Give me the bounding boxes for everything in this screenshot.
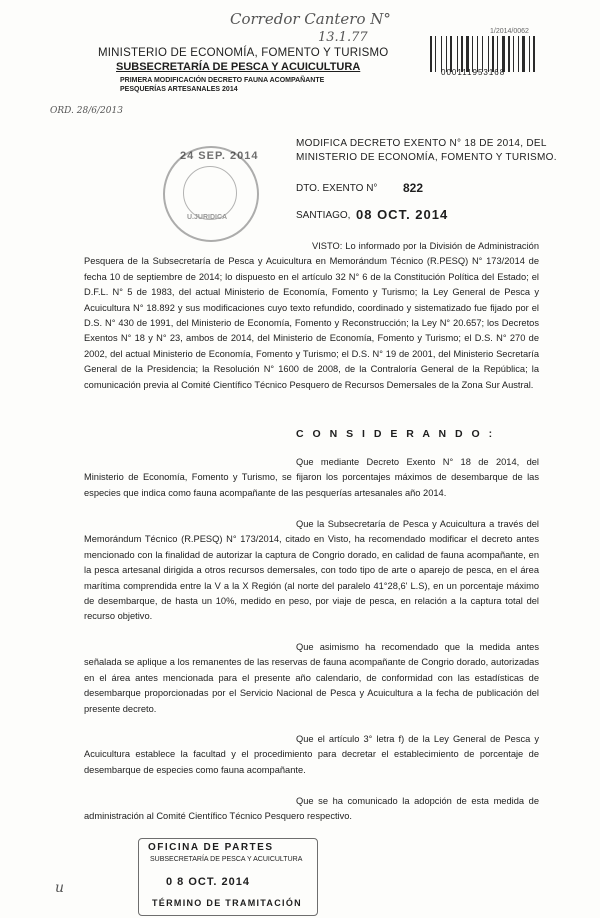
barcode-bar: [497, 36, 498, 72]
barcode-bar: [490, 36, 491, 72]
oficina-stamp-subtitle: SUBSECRETARÍA DE PESCA Y ACUICULTURA: [150, 856, 303, 863]
oficina-stamp-title: OFICINA DE PARTES: [148, 842, 274, 853]
subject-line-2: PESQUERÍAS ARTESANALES 2014: [120, 86, 238, 93]
barcode-bar: [459, 36, 460, 72]
santiago-label: SANTIAGO,: [296, 210, 351, 221]
barcode-bar: [482, 36, 483, 72]
barcode-bar: [499, 36, 501, 72]
barcode-bar: [435, 36, 436, 72]
barcode-bar: [520, 36, 521, 72]
barcode-bar: [430, 36, 432, 72]
barcode-bar: [470, 36, 471, 72]
barcode-bar: [464, 36, 465, 72]
barcode-bar: [477, 36, 478, 72]
handwritten-note-top: [230, 10, 391, 28]
barcode-bar: [495, 36, 496, 72]
handwritten-number: 13.1.77: [318, 30, 368, 45]
subsecretaria-header: SUBSECRETARÍA DE PESCA Y ACUICULTURA: [116, 61, 361, 73]
decree-reference-title: MODIFICA DECRETO EXENTO N° 18 DE 2014, DEL MINISTERIO DE ECONOMÍA, FOMENTO Y TURISMO.: [296, 138, 557, 163]
barcode-bar: [515, 36, 517, 72]
barcode-bar: [441, 36, 442, 72]
barcode-bar: [433, 36, 434, 72]
dto-label: DTO. EXENTO N°: [296, 183, 378, 194]
barcode-bar: [443, 36, 445, 72]
bottom-margin-mark: u: [55, 880, 65, 896]
barcode-bar: [479, 36, 481, 72]
santiago-date: 08 OCT. 2014: [356, 207, 449, 222]
oficina-stamp-date: 0 8 OCT. 2014: [166, 876, 250, 888]
margin-handwriting: ORD. 28/6/2013: [50, 106, 123, 116]
considerando-paragraph-3: Que asimismo ha recomendado que la medida antes señalada se aplique a los remanentes de las reservas de fauna acompañante de Congrio dorado, autorizadas en el área antes mencionada para el presente año calendario, de conformidad con las estadísticas de desembarque proporcionadas por el Servicio Nacional de Pesca y Acuicultura a la fecha de publicación del presente decreto.: [84, 642, 539, 714]
barcode-bar: [506, 36, 507, 72]
barcode-bar: [466, 36, 469, 72]
barcode-bar: [533, 36, 535, 72]
stamp-text: U.JURIDICA: [187, 214, 228, 221]
barcode-bar: [472, 36, 473, 72]
barcode-bar: [536, 36, 537, 72]
barcode-bar: [488, 36, 489, 72]
oficina-stamp-footer: TÉRMINO DE TRAMITACIÓN: [152, 898, 302, 908]
dto-number: 822: [403, 181, 424, 195]
barcode-bar: [450, 36, 452, 72]
barcode-bar: [453, 36, 456, 72]
handwritten-note-text: Corredor Cantero N°: [230, 10, 391, 28]
barcode-bars: [430, 36, 555, 72]
barcode-bar: [484, 36, 487, 72]
barcode-bar: [502, 36, 505, 72]
barcode-bar: [522, 36, 525, 72]
barcode-number: 000111953168: [441, 68, 506, 77]
visto-label: VISTO:: [312, 241, 343, 251]
stamp-inner-circle: [183, 166, 237, 220]
barcode-bar: [526, 36, 528, 72]
barcode-bar: [448, 36, 449, 72]
considerando-paragraph-2: Que la Subsecretaría de Pesca y Acuicultura a través del Memorándum Técnico (R.PESQ) N° 173/2014, citado en Visto, ha recomendado modificar el decreto antes mencionado con la finalidad de autorizar la captura de Congrio dorado, en calidad de fauna acompañante, en la pesca artesanal dirigida a otros recursos demersales, con todo tipo de arte o aparejo de pesca, en el área marítima comprendida entre la V a la X Región (al norte del paralelo 41°28,6' L.S), en un porcentaje máximo de desembarque, de hasta un 10%, medido en peso, por viaje de pesca, en relación a la captura total del recurso objetivo.: [84, 519, 539, 622]
considerando-paragraph-1: Que mediante Decreto Exento N° 18 de 2014, del Ministerio de Economía, Fomento y Turismo, se fijaron los porcentajes máximos de desembarque de las especies que indica como fauna acompañante de las pesquerías artesanales año 2014.: [84, 457, 539, 498]
barcode-bar: [531, 36, 532, 72]
barcode-bar: [437, 36, 440, 72]
barcode-bar: [511, 36, 512, 72]
considerando-paragraph-5: Que se ha comunicado la adopción de esta medida de administración al Comité Científico Técnico Pesquero respectivo.: [84, 796, 539, 822]
considerando-paragraph-4: Que el artículo 3° letra f) de la Ley General de Pesca y Acuicultura establece la facultad y el procedimiento para decretar el establecimiento de porcentaje de desembarque de especies como fauna acompañante.: [84, 734, 539, 775]
barcode-bar: [446, 36, 447, 72]
barcode-bar: [492, 36, 494, 72]
barcode-bar: [518, 36, 519, 72]
barcode-bar: [529, 36, 530, 72]
barcode-bar: [513, 36, 514, 72]
barcode-bar: [461, 36, 463, 72]
barcode-bar: [474, 36, 476, 72]
stamp-date: 24 SEP. 2014: [180, 150, 259, 162]
document-subject: [120, 76, 324, 94]
visto-text: Lo informado por la División de Administración Pesquera de la Subsecretaría de Pesca y Acuicultura en Memorándum Técnico (R.PESQ) N° 173/2014 de fecha 10 de septiembre de 2014; lo dispuesto en el artículo 32 N° 6 de la Constitución Política del Estado; el D.F.L. N° 5 de 1983, del actual Ministerio de Economía, Fomento y Turismo; la Ley General de Pesca y Acuicultura N° 18.892 y sus modificaciones cuyo texto refundido, coordinado y sistematizado fue fijado por el D.S. N° 430 de 1991, del Ministerio de Economía, Fomento y Reconstrucción; la Ley N° 20.657; los Decretos Exentos N° 18 y N° 23, ambos de 2014, del Ministerio de Economía, Fomento y Turismo; el D.S. N° 270 de 2002, del actual Ministerio de Economía, Fomento y Turismo; el D.S. N° 19 de 2001, del Ministerio Secretaría General de la Presidencia; la Resolución N° 1600 de 2008, de la Contraloría General de la República; la comunicación previa al Comité Científico Técnico Pesquero de Recursos Demersales de la Zona Sur Austral.: [84, 241, 539, 390]
visto-paragraph: [84, 239, 539, 393]
subject-line-1: PRIMERA MODIFICACIÓN DECRETO FAUNA ACOMPAÑANTE: [120, 77, 325, 84]
considerando-heading: C O N S I D E R A N D O :: [296, 428, 496, 440]
barcode-bar: [508, 36, 510, 72]
barcode-label: 1/2014/0062: [490, 28, 529, 35]
ministry-header: MINISTERIO DE ECONOMÍA, FOMENTO Y TURISMO: [98, 47, 389, 59]
barcode-bar: [457, 36, 458, 72]
